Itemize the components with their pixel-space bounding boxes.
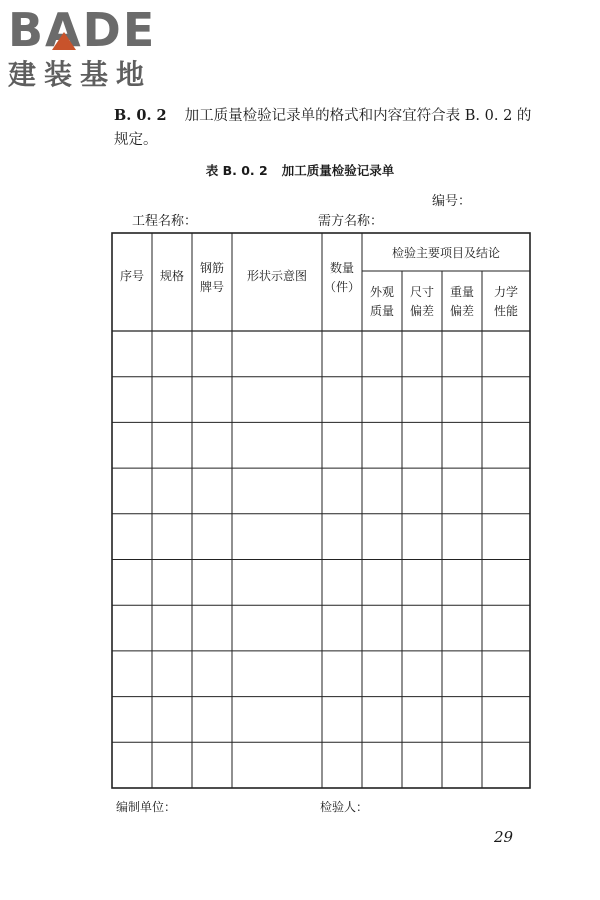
table-caption	[0, 161, 600, 179]
logo-wordmark: BADE	[8, 3, 157, 57]
header-appearance-line2: 质量	[369, 304, 394, 318]
header-appearance-line1: 外观	[369, 285, 394, 299]
header-spec: 规格	[159, 269, 184, 283]
inspection-record-table	[112, 233, 530, 788]
header-weight-deviation	[442, 283, 482, 321]
bade-logo	[8, 3, 178, 96]
logo-subtitle: 建装基地	[8, 58, 153, 91]
buyer-name-label: 需方名称：	[318, 214, 384, 229]
header-weight-deviation-line2: 偏差	[449, 304, 474, 318]
header-grade-line1: 钢筋	[199, 261, 224, 275]
serial-number-label: 编号：	[432, 194, 472, 209]
header-weight-deviation-line1: 重量	[449, 285, 474, 299]
section-number: B. 0. 2	[114, 107, 167, 124]
header-quantity	[322, 259, 362, 297]
header-appearance	[362, 283, 402, 321]
project-name-label: 工程名称：	[132, 214, 198, 229]
logo-accent-triangle	[52, 32, 76, 50]
header-grade-line2: 牌号	[199, 280, 224, 294]
section-paragraph	[114, 104, 544, 152]
header-quantity-line1: 数量	[329, 261, 354, 275]
footer-unit-label: 编制单位：	[116, 800, 177, 814]
header-inspection-group: 检验主要项目及结论	[391, 246, 500, 260]
header-mechanical-line2: 性能	[493, 304, 518, 318]
header-mechanical-line1: 力学	[493, 285, 518, 299]
header-size-deviation-line2: 偏差	[409, 304, 434, 318]
header-mechanical	[482, 283, 530, 321]
header-quantity-line2: （件）	[323, 280, 360, 294]
header-size-deviation-line1: 尺寸	[409, 285, 434, 299]
header-index: 序号	[119, 269, 144, 283]
section-text: 加工质量检验记录单的格式和内容宜符合表 B. 0. 2 的规定。	[114, 108, 532, 148]
page-number: 29	[494, 828, 514, 846]
header-size-deviation	[402, 283, 442, 321]
header-shape: 形状示意图	[246, 269, 307, 283]
table-number: 表 B. 0. 2	[205, 163, 268, 178]
footer-inspector-label: 检验人：	[320, 800, 369, 814]
table-title: 加工质量检验记录单	[281, 163, 395, 178]
header-grade	[192, 259, 232, 297]
